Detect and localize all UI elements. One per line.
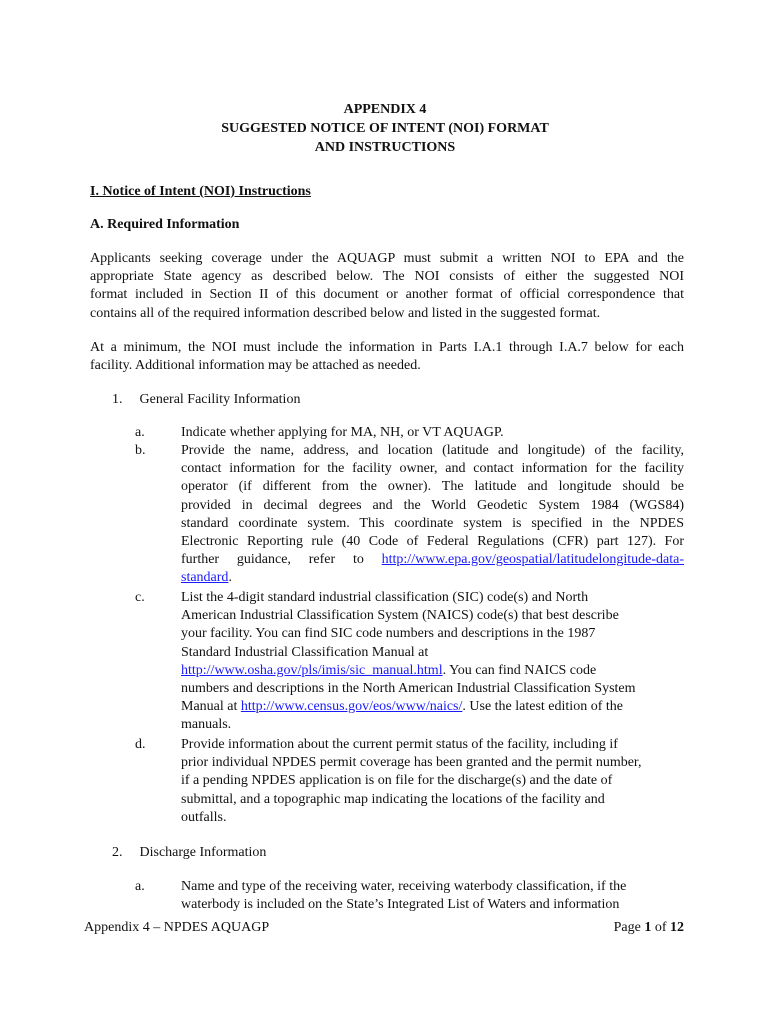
sub-item-letter: d.	[135, 737, 146, 752]
title-line-3: AND INSTRUCTIONS	[314, 140, 456, 155]
sub-item-line: submittal, and a topographic map indicating the locations of the facility and	[181, 791, 605, 807]
list-item-1	[112, 391, 300, 409]
text-segment: .	[228, 570, 232, 586]
sub-item-line: outfalls.	[181, 809, 227, 825]
text-segment: Manual at	[181, 699, 241, 715]
sub-item-line: your facility. You can find SIC code numbers and descriptions in the 1987	[181, 626, 596, 642]
text-segment: . You can find NAICS code	[442, 662, 597, 678]
sub-item-line: Indicate whether applying for MA, NH, or VT AQUAGP.	[181, 425, 504, 440]
total-pages: 12	[670, 920, 684, 935]
sub-item-line	[181, 569, 684, 587]
of-label: of	[651, 920, 670, 935]
sub-item-line: manuals.	[181, 717, 232, 733]
list-number: 1.	[112, 392, 123, 407]
footer-page-number	[614, 919, 684, 937]
epa-geospatial-link-cont[interactable]: standard	[181, 570, 229, 586]
list-number: 2.	[112, 845, 123, 860]
sub-item-line: contact information for the facility owner, and contact information for the facility	[181, 461, 684, 477]
sub-item-letter: a.	[135, 425, 145, 440]
paragraph-line: Applicants seeking coverage under the AQUAGP must submit a written NOI to EPA and the	[90, 251, 684, 266]
document-title	[0, 100, 770, 157]
text-segment: . Use the latest edition of the	[462, 699, 623, 715]
sub-item-letter: b.	[135, 443, 146, 458]
paragraph-line: appropriate State agency as described below. The NOI consists of either the suggested NOI	[90, 269, 684, 285]
sub-item-line: standard coordinate system. This coordinate system is specified in the NPDES	[181, 515, 684, 531]
sub-item-line: waterbody is included on the State’s Integrated List of Waters and information	[181, 897, 620, 913]
sub-item-line: if a pending NPDES application is on file for the discharge(s) and the date of	[181, 773, 613, 789]
census-naics-link[interactable]: http://www.census.gov/eos/www/naics/	[240, 699, 463, 715]
sub-item-line: numbers and descriptions in the North American Industrial Classification System	[181, 681, 636, 697]
sub-item-line	[181, 698, 684, 716]
list-label: Discharge Information	[139, 845, 267, 860]
sub-item-2a	[181, 878, 684, 914]
section-heading: I. Notice of Intent (NOI) Instructions	[90, 184, 311, 199]
paragraph-minimum	[90, 339, 684, 375]
paragraph-line: facility. Additional information may be attached as needed.	[90, 358, 421, 374]
paragraph-line: At a minimum, the NOI must include the information in Parts I.A.1 through I.A.7 below for each	[90, 340, 684, 355]
sub-item-line: Standard Industrial Classification Manual at	[181, 644, 429, 660]
osha-sic-manual-link[interactable]: http://www.osha.gov/pls/imis/sic_manual.html	[181, 662, 443, 678]
sub-item-line: American Industrial Classification System (NAICS) code(s) that best describe	[181, 608, 619, 624]
sub-item-1c	[181, 589, 684, 735]
footer-document-name: Appendix 4 – NPDES AQUAGP	[84, 920, 270, 935]
page-label: Page	[613, 920, 645, 935]
epa-geospatial-link[interactable]: http://www.epa.gov/geospatial/latitudelongitude-data-	[381, 552, 684, 568]
paragraph-applicants	[90, 250, 684, 323]
sub-heading: A. Required Information	[90, 217, 240, 232]
sub-item-line: Electronic Reporting rule (40 Code of Federal Regulations (CFR) part 127). For	[181, 534, 684, 550]
paragraph-line: contains all of the required information described below and listed in the suggested format.	[90, 305, 601, 321]
sub-item-letter: a.	[135, 879, 145, 894]
sub-item-line: provided in decimal degrees and the World Geodetic System 1984 (WGS84)	[181, 497, 684, 513]
sub-item-line	[181, 551, 684, 569]
text-segment: further guidance, refer to	[181, 552, 382, 568]
sub-item-1a	[181, 424, 684, 442]
sub-item-line: prior individual NPDES permit coverage has been granted and the permit number,	[181, 755, 642, 771]
sub-item-letter: c.	[135, 590, 145, 605]
sub-item-line: List the 4-digit standard industrial classification (SIC) code(s) and North	[181, 590, 589, 605]
sub-item-line: Provide information about the current permit status of the facility, including if	[181, 737, 618, 752]
current-page: 1	[644, 920, 652, 935]
list-item-2	[112, 844, 266, 862]
title-line-1: APPENDIX 4	[343, 102, 427, 117]
paragraph-line: format included in Section II of this document or another format of official correspondence that	[90, 287, 684, 303]
title-line-2: SUGGESTED NOTICE OF INTENT (NOI) FORMAT	[221, 121, 549, 136]
sub-item-1b	[181, 442, 684, 588]
sub-item-line: Provide the name, address, and location (latitude and longitude) of the facility,	[181, 443, 684, 458]
sub-item-line: Name and type of the receiving water, receiving waterbody classification, if the	[181, 879, 627, 894]
list-label: General Facility Information	[139, 392, 301, 407]
sub-item-line: operator (if different from the owner). The latitude and longitude should be	[181, 479, 684, 495]
sub-item-1d	[181, 736, 684, 827]
sub-item-line	[181, 662, 684, 680]
